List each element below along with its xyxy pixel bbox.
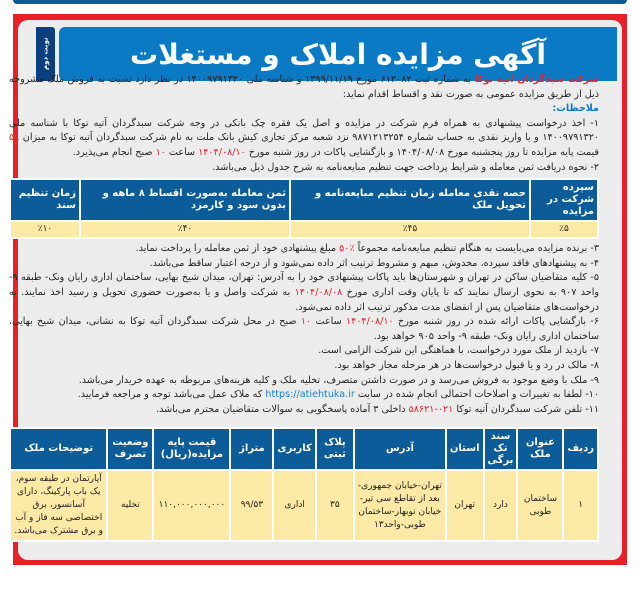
table-cell: ٪۱۰ bbox=[11, 222, 79, 237]
table-cell: تهران bbox=[447, 471, 483, 540]
text-segment: ۱- اخذ درخواست پیشنهادی به همراه فرم شرکت در مزایده و اصل یک فقره چک بانکی در وجه شرکت سبدگردان آتیه توکا با شناسه ملی ۱۴۰۰۹۷۹۱۳۲۰ و یا واریز نقدی به حساب شماره ۹۸۷۱۲۱۳۲۵۴ نزد شعبه مرکز تجاری کیش بانک ملت به نام شرکت سبدگردان آتیه توکا به میزان bbox=[9, 117, 599, 144]
text-segment: که ملاک عمل می‌باشد توجه و مراجعه فرمایید. bbox=[77, 389, 266, 401]
text-segment: ۳- برنده مزایده می‌بایست به هنگام تنظیم مبایعه‌نامه مجموعاً bbox=[354, 243, 599, 255]
table-cell: ۱۱۰,۰۰۰,۰۰۰,۰۰۰ bbox=[154, 471, 229, 540]
text-segment: ۱۱- تلفن شرکت سبدگردان آتیه توکا bbox=[453, 403, 599, 415]
table-row bbox=[11, 222, 597, 237]
ad-title: آگهی مزایده املاک و مستغلات bbox=[59, 27, 617, 81]
table-cell: ۳۵ bbox=[317, 471, 353, 540]
text-segment: ۹- ملک با وضع موجود به فروش می‌رسد و در صورت داشتن متصرف، تخلیه ملک و کلیه هزینه‌های مربوطه به عهده خریدار می‌باشد. bbox=[78, 374, 599, 386]
property-table-header bbox=[11, 429, 597, 469]
note-item bbox=[9, 388, 599, 403]
table-cell: ٪۴۵ bbox=[291, 222, 529, 237]
table-cell: ساختمان طوبی bbox=[518, 471, 562, 540]
text-segment: ۵- کلیه متقاضیان ساکن در تهران و شهرستان‌ها باید پاکات پیشنهادی خود را به آدرس: تهران، میدان شیخ بهایی، ساختمان اداری رایان ونک- طبقه ۹- واحد ۹۰۷ به نحوی ارسال نمایند که تا پایان وقت اداری مورخ bbox=[9, 272, 599, 298]
text-segment: ساعت bbox=[165, 146, 199, 158]
note-item bbox=[9, 374, 599, 389]
text-segment: ۲- نحوه دریافت ثمن معامله و شرایط پرداخت جهت تنظیم مبایعه‌نامه به شرح جدول ذیل می‌باشد. bbox=[212, 161, 599, 173]
note-item bbox=[9, 359, 599, 374]
header-cell: متراژ bbox=[231, 429, 272, 469]
text-segment: ۷- بازدید از ملک مورد درخواست، با هماهنگی این شرکت الزامی است. bbox=[318, 345, 599, 357]
text-segment: داخلی ۳ آماده پاسخگویی به سوالات متقاضیان محترم می‌باشد. bbox=[156, 403, 409, 415]
property-table bbox=[9, 427, 599, 542]
text-segment: ۱۴۰۴/۰۸/۱۰ bbox=[198, 146, 246, 158]
note-item bbox=[9, 271, 599, 315]
header-cell: پلاک ثبتی bbox=[317, 429, 353, 469]
ad-body bbox=[9, 73, 599, 545]
header-cell: قیمت پایه مزایده(ریال) bbox=[154, 429, 229, 469]
text-segment: ٪۵۰ bbox=[339, 243, 355, 255]
text-segment: صبح در محل شرکت سبدگردان آتیه توکا به نشانی، میدان شیخ بهایی، ساختمان اداری رایان ونک- طبقه ۹- واحد ۹۰۵ خواهد بود. bbox=[9, 316, 599, 342]
table-cell: آپارتمان در طبقه سوم، یک باب پارکینگ، دارای آسانسور، برق اختصاصی سه فاز و آب و برق مشترک می‌باشد. bbox=[11, 471, 106, 540]
table-cell: دارد bbox=[485, 471, 517, 540]
header-cell: ثمن معامله به‌صورت اقساط ۸ ماهه و بدون سود و کارمزد bbox=[81, 180, 289, 220]
text-segment: صبح انجام می‌پذیرد. bbox=[72, 146, 156, 158]
note-item bbox=[9, 161, 599, 176]
text-segment: ساعت bbox=[311, 316, 346, 328]
note-item bbox=[9, 242, 599, 257]
text-segment: ٪۵ bbox=[9, 132, 20, 144]
table-cell: اداری bbox=[274, 471, 314, 540]
text-segment: ۱۴۰۴/۰۸/۱۰ bbox=[345, 316, 394, 328]
text-segment: ۱۴۰۴/۰۸/۰۸ bbox=[294, 286, 343, 298]
text-segment: به شماره ثبت ۶۱۲۰۸۲ مورخ ۱۳۹۹/۱۱/۱۹ و شناسه ملی ۱۴۰۰۹۷۹۱۳۲۰ در نظر دارد نسبت به فروش ملک مشروحه ذیل از طریق مزایده عمومی به صورت نقد و اقساط اقدام نماید: bbox=[9, 74, 599, 100]
note-item bbox=[9, 344, 599, 359]
payment-table bbox=[9, 178, 599, 239]
notes-list-1 bbox=[9, 117, 599, 175]
table-cell: تخلیه bbox=[108, 471, 152, 540]
website-link[interactable]: https://atiehtuka.ir bbox=[265, 389, 355, 401]
table-cell: ٪۵ bbox=[531, 222, 597, 237]
notes-list-2 bbox=[9, 242, 599, 417]
header-cell: عنوان ملک bbox=[518, 429, 562, 469]
header-cell: سپرده شرکت در مزایده bbox=[531, 180, 597, 220]
table-cell: ٪۴۰ bbox=[81, 222, 289, 237]
text-segment: ۰۲۱-۵۸۶۲۱ bbox=[408, 403, 454, 415]
payment-table-header bbox=[11, 180, 597, 220]
text-segment: قیمت پایه مزایده تا روز پنجشنبه مورخ ۱۴۰۴/۰۸/۰۸ و بازگشایی پاکات در روز شنبه مورخ bbox=[245, 146, 599, 158]
text-segment: ۶- بازگشایی پاکات ارائه شده در روز شنبه مورخ bbox=[393, 316, 599, 328]
text-segment: مبلغ پیشنهادی خود از ثمن معامله را پرداخت نماید. bbox=[135, 243, 340, 255]
note-item bbox=[9, 315, 599, 344]
header-cell: وضعیت تصرف bbox=[108, 429, 152, 469]
header-cell: زمان تنظیم سند bbox=[11, 180, 79, 220]
top-bar bbox=[13, 0, 627, 4]
table-cell: ۹۹/۵۳ bbox=[231, 471, 272, 540]
table-row bbox=[11, 471, 597, 540]
table-cell: ۱ bbox=[564, 471, 597, 540]
text-segment: ۱۰ bbox=[155, 146, 166, 158]
text-segment: ۸- مالک در رد و یا قبول درخواست‌ها در هر مرحله مجاز خواهد بود. bbox=[334, 359, 599, 371]
header-cell: حصه نقدی معامله زمان تنظیم مبایعه‌نامه و تحویل ملک bbox=[291, 180, 529, 220]
text-segment: ۱۰- لطفا به تغییرات و اصلاحات احتمالی انجام شده در سایت bbox=[354, 389, 599, 401]
intro-paragraph bbox=[9, 73, 599, 102]
header-cell: سند تک برگی bbox=[485, 429, 517, 469]
header-cell: کاربری bbox=[274, 429, 314, 469]
text-segment: ۱۰ bbox=[300, 316, 312, 328]
header-cell: ردیف bbox=[564, 429, 597, 469]
note-item bbox=[9, 403, 599, 418]
header-cell: آدرس bbox=[355, 429, 445, 469]
header-cell: استان bbox=[447, 429, 483, 469]
text-segment: ۴- به پیشنهادهای فاقد سپرده، مخدوش، مبهم و مشروط ترتیب اثر داده نمی‌شود و از درجه اعتبار ساقط می‌باشد. bbox=[149, 257, 599, 269]
note-item bbox=[9, 257, 599, 272]
table-cell: تهران-خیابان جمهوری- بعد از تقاطع سی تیر- خیابان نوبهار-ساختمان طوبی-واحد۱۳ bbox=[355, 471, 445, 540]
edition-tag: نوبت دوم bbox=[36, 27, 55, 81]
note-item bbox=[9, 117, 599, 161]
notes-title: ملاحظات: bbox=[552, 103, 599, 115]
header-cell: توضیحات ملک bbox=[11, 429, 106, 469]
company-name: شرکت سبدگردان آتیه توکا bbox=[474, 74, 599, 85]
text-segment: به شرکت واصل و یا به‌صورت حضوری تحویل و رسید اخذ نمایند. به درخواست‌های متقاضیان پس از انقضای مدت مذکور ترتیب اثر داده نمی‌شود. bbox=[9, 286, 599, 313]
